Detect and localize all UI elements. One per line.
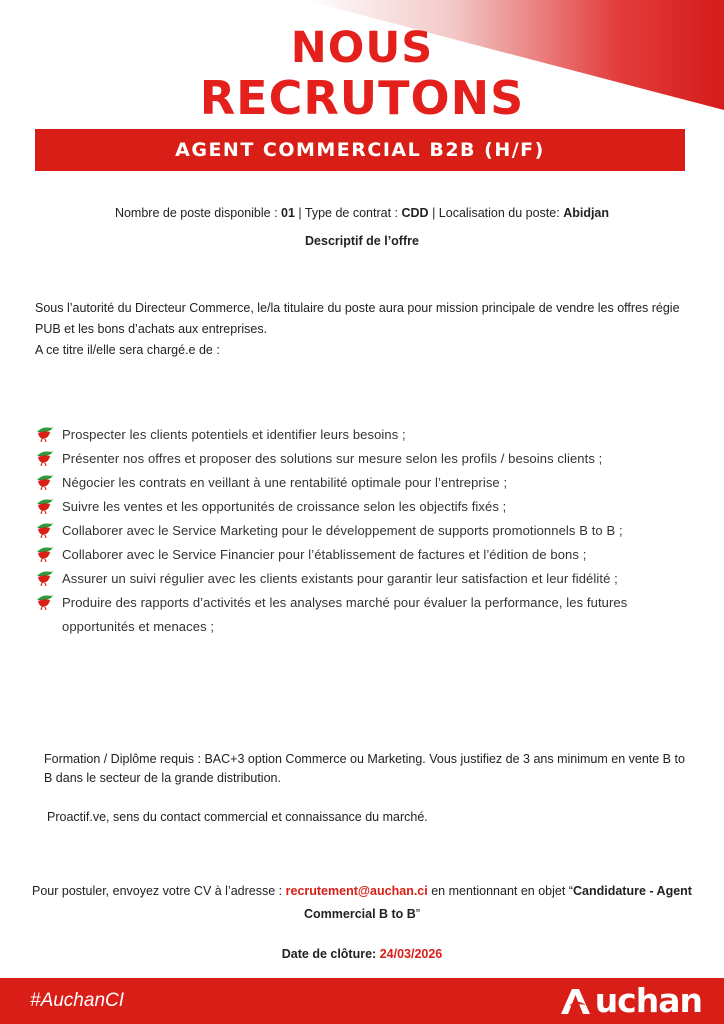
footer-bar — [0, 978, 724, 1024]
task-text: Présenter nos offres et proposer des solutions sur mesure selon les profils / besoins clients ; — [62, 451, 603, 466]
bird-bullet-icon — [36, 498, 54, 514]
apply-middle: en mentionnant en objet “ — [427, 884, 573, 898]
task-text: Collaborer avec le Service Financier pour l’établissement de factures et l’édition de bons ; — [62, 547, 587, 562]
offer-description-heading: Descriptif de l’offre — [305, 234, 419, 248]
apply-prefix: Pour postuler, envoyez votre CV à l’adresse : — [32, 884, 286, 898]
task-text: Suivre les ventes et les opportunités de croissance selon les objectifs fixés ; — [62, 499, 507, 514]
bird-bullet-icon — [36, 426, 54, 442]
closing-date-value: 24/03/2026 — [379, 947, 443, 961]
intro-line-1: Sous l’autorité du Directeur Commerce, le/la titulaire du poste aura pour mission principale de vendre les offres régie PUB et les bons d’achats aux entreprises. — [35, 301, 680, 336]
apply-suffix: ” — [415, 907, 420, 921]
apply-subject: Candidature - Agent Commercial B to B — [303, 884, 692, 921]
meta-contrat: CDD — [401, 206, 429, 220]
task-item — [36, 447, 696, 471]
task-text: Collaborer avec le Service Marketing pour le développement de supports promotionnels B to B ; — [62, 523, 623, 538]
title-line-2: RECRUTONS — [199, 71, 525, 125]
intro-line-2: A ce titre il/elle sera chargé.e de : — [35, 343, 220, 357]
job-title-banner: AGENT COMMERCIAL B2B (H/F) — [35, 129, 685, 171]
intro-text — [35, 298, 705, 361]
apply-email-link[interactable]: recrutement@auchan.ci — [285, 884, 428, 898]
auchan-bird-logo-icon — [559, 986, 593, 1016]
bird-bullet-icon — [36, 546, 54, 562]
qualities-text: Proactif.ve, sens du contact commercial et connaissance du marché. — [47, 810, 428, 824]
task-text: Prospecter les clients potentiels et identifier leurs besoins ; — [62, 427, 406, 442]
meta-localisation: Abidjan — [563, 206, 610, 220]
task-text: Assurer un suivi régulier avec les clients existants pour garantir leur satisfaction et leur fidélité ; — [62, 571, 618, 586]
meta-postes-label: Nombre de poste disponible : — [114, 206, 282, 220]
job-meta — [0, 206, 724, 220]
task-item — [36, 495, 696, 519]
task-text: Produire des rapports d’activités et les analyses marché pour évaluer la performance, les futures opportunités et menaces ; — [62, 595, 628, 634]
footer-brand-name: uchan — [594, 981, 702, 1020]
task-item — [36, 471, 696, 495]
task-item — [36, 591, 696, 639]
task-item — [36, 423, 696, 447]
task-text: Négocier les contrats en veillant à une rentabilité optimale pour l’entreprise ; — [62, 475, 508, 490]
apply-instructions — [0, 880, 724, 926]
auchan-logo — [559, 983, 702, 1019]
task-item — [36, 567, 696, 591]
meta-contrat-label: | Type de contrat : — [294, 206, 402, 220]
footer-hashtag: #AuchanCI — [30, 990, 125, 1011]
meta-postes: 01 — [281, 206, 295, 220]
formation-requirements: Formation / Diplôme requis : BAC+3 option Commerce ou Marketing. Vous justifiez de 3 ans minimum en vente B to B dans le secteur de la grande distribution. — [44, 752, 685, 785]
closing-label: Date de clôture: — [281, 947, 380, 961]
task-item — [36, 543, 696, 567]
closing-date — [0, 947, 724, 961]
bird-bullet-icon — [36, 594, 54, 610]
bird-bullet-icon — [36, 522, 54, 538]
bird-bullet-icon — [36, 474, 54, 490]
task-list — [36, 423, 696, 639]
task-item — [36, 519, 696, 543]
bird-bullet-icon — [36, 570, 54, 586]
title-line-1: NOUS — [290, 23, 434, 73]
meta-localisation-label: | Localisation du poste: — [428, 206, 564, 220]
bird-bullet-icon — [36, 450, 54, 466]
